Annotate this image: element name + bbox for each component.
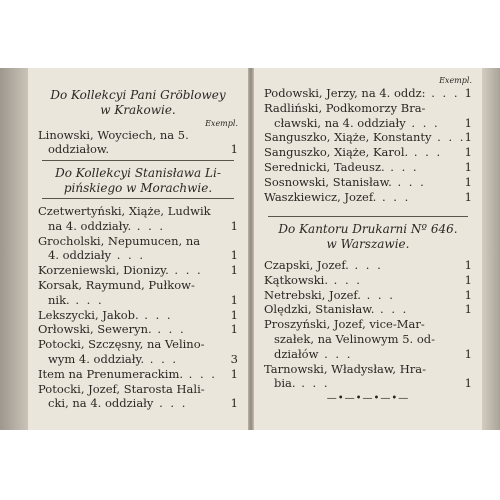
- entry-count: 1: [464, 302, 472, 317]
- leader-dots: . . .: [376, 189, 411, 204]
- entry-line: [28, 263, 248, 277]
- entry-line: Linowski, Woyciech, na 5.: [38, 128, 189, 142]
- heading-kantor-line1: Do Kantoru Drukarni Nº 646.: [278, 222, 458, 236]
- entry-line: [254, 376, 482, 390]
- entry-text: na 4. oddziały.: [48, 218, 132, 233]
- entry-count: 1: [464, 160, 472, 174]
- entry-count: 1: [464, 115, 472, 130]
- heading-lipinski-line2: pińskiego w Morachwie.: [63, 181, 213, 195]
- separator-rule: [42, 160, 234, 161]
- entry-count: 1: [464, 376, 472, 391]
- heading-grobl-line1: Do Kollekcyi Pani Gröblowey: [50, 88, 226, 102]
- leader-dots: . . .: [151, 322, 186, 337]
- entry-count: 1: [464, 272, 472, 287]
- right-page: [254, 68, 482, 430]
- entry-text: Potocki, Szczęsny, na Velino-: [38, 337, 205, 352]
- leader-dots: . . .: [183, 366, 217, 381]
- entry-line: [254, 332, 482, 346]
- leader-dots: . . .: [405, 115, 440, 130]
- entry-text: Czetwertyński, Xiąże, Ludwik: [38, 204, 211, 218]
- leader-dots: . . .: [328, 272, 362, 287]
- entry-count: 1: [230, 263, 238, 278]
- entry-line: [254, 302, 482, 316]
- entry-line: [28, 382, 248, 396]
- book-scan: [0, 68, 500, 430]
- leader-dots: . . .: [360, 287, 395, 302]
- entry-text: działów: [274, 346, 319, 361]
- left-page: [28, 68, 248, 430]
- separator-rule: [42, 198, 234, 199]
- entry-count: 1: [464, 86, 472, 100]
- entry-text: Czapski, Jozef.: [264, 258, 349, 272]
- entry-count: 1: [230, 322, 238, 337]
- entry-line: [254, 130, 482, 144]
- entry-count: 1: [230, 307, 238, 322]
- leader-dots: . . .: [131, 218, 166, 233]
- entry-count: 1: [464, 174, 472, 189]
- entry-line: [28, 396, 248, 410]
- entry-text: Orłowski, Seweryn.: [38, 322, 152, 337]
- entry-text: Korsak, Raymund, Pułkow-: [38, 278, 195, 292]
- heading-kantor-line2: w Warszawie.: [326, 237, 410, 251]
- leader-dots: . . .: [295, 376, 330, 391]
- entry-text: Grocholski, Nepumucen, na: [38, 233, 201, 248]
- entry-text: Sanguszko, Xiąże, Konstanty: [264, 130, 432, 145]
- leader-dots: . . .: [408, 145, 443, 160]
- entry-line: [254, 317, 482, 331]
- entry-text: Radliński, Podkomorzy Bra-: [264, 100, 426, 115]
- entry-line: [28, 219, 248, 233]
- entry-line: [28, 248, 248, 262]
- leader-dots: . . .: [425, 86, 460, 100]
- entry-line: [28, 293, 248, 307]
- book-edge-left: [0, 68, 28, 430]
- entry-line: [28, 337, 248, 351]
- entry-count: 1: [230, 396, 238, 411]
- leader-dots: . . .: [391, 174, 426, 189]
- entry-line: [254, 258, 482, 272]
- entry-count: 1: [230, 142, 238, 156]
- entry-text: wym 4. oddziały.: [48, 352, 145, 366]
- entry-line: [254, 86, 482, 100]
- entry-text: Netrebski, Jozef.: [264, 287, 361, 302]
- entry-line: [254, 190, 482, 204]
- entry-line: [254, 175, 482, 189]
- leader-dots: . . .: [69, 292, 104, 307]
- separator-rule: [268, 216, 468, 217]
- exempl-label: Exempl.: [439, 76, 472, 85]
- leader-dots: . . .: [431, 130, 466, 145]
- leader-dots: . . .: [168, 263, 203, 278]
- entry-line: [254, 362, 482, 376]
- leader-dots: . . .: [348, 258, 383, 272]
- entry-text: cki, na 4. oddziały: [48, 396, 154, 411]
- entry-line: [254, 116, 482, 130]
- entry-text: Sosnowski, Stanisław.: [264, 174, 392, 189]
- entry-text: Potocki, Jozef, Starosta Hali-: [38, 381, 205, 396]
- entry-text: 4. oddziały: [48, 248, 112, 263]
- entry-line: [254, 288, 482, 302]
- entry-text: Serednicki, Tadeusz.: [264, 160, 385, 174]
- entry-text: oddziałow.: [48, 142, 110, 156]
- entry-text: nik.: [48, 292, 70, 307]
- entry-text: bia.: [274, 376, 296, 391]
- entry-line: [254, 273, 482, 287]
- heading-lipinski-line1: Do Kollekcyi Stanisława Li-: [55, 166, 221, 180]
- entry-count: 1: [464, 258, 472, 272]
- entry-count: 1: [464, 130, 472, 145]
- entry-text: cławski, na 4. oddziały: [274, 115, 406, 130]
- entry-line: [28, 367, 248, 381]
- leader-dots: . . .: [144, 352, 179, 366]
- entry-text: Korzeniewski, Dionizy.: [38, 263, 169, 278]
- entry-line: [28, 204, 248, 218]
- entry-line: [254, 347, 482, 361]
- exempl-label: Exempl.: [205, 119, 238, 128]
- entry-count: 3: [230, 352, 238, 366]
- leader-dots: . . .: [384, 160, 419, 174]
- entry-line: [254, 145, 482, 159]
- entry-text: Item na Prenumerackim.: [38, 366, 184, 381]
- entry-line: [28, 322, 248, 336]
- entry-count: 1: [464, 145, 472, 160]
- leader-dots: . . .: [374, 302, 409, 317]
- entry-line: [28, 352, 248, 366]
- ornament-divider: —•—•—•—•—: [326, 393, 410, 404]
- entry-count: 1: [464, 287, 472, 302]
- entry-text: Sanguszko, Xiąże, Karol.: [264, 145, 409, 160]
- entry-count: 1: [230, 366, 238, 381]
- entry-line: [28, 234, 248, 248]
- entry-count: 1: [230, 292, 238, 307]
- entry-line: [28, 142, 248, 156]
- entry-text: szałek, na Velinowym 5. od-: [274, 332, 435, 346]
- entry-text: Waszkiewicz, Jozef.: [264, 189, 377, 204]
- leader-dots: . . .: [111, 248, 146, 263]
- entry-count: 1: [230, 218, 238, 233]
- entry-text: Proszyński, Jozef, vice-Mar-: [264, 317, 425, 332]
- entry-line: [28, 308, 248, 322]
- heading-grobl-line2: w Krakowie.: [100, 103, 176, 117]
- entry-count: 1: [464, 189, 472, 204]
- entry-line: [254, 160, 482, 174]
- entry-line: [28, 278, 248, 292]
- entry-count: 1: [464, 346, 472, 361]
- entry-text: Lekszycki, Jakob.: [38, 307, 139, 322]
- entry-text: Kątkowski.: [264, 272, 329, 287]
- entry-text: Olędzki, Stanisław.: [264, 302, 375, 317]
- entry-text: Tarnowski, Władysław, Hra-: [264, 361, 426, 376]
- leader-dots: . . .: [138, 307, 173, 322]
- leader-dots: . . .: [153, 396, 188, 411]
- entry-line: [254, 101, 482, 115]
- entry-count: 1: [230, 248, 238, 263]
- entry-text: Podowski, Jerzy, na 4. oddz:: [264, 86, 426, 100]
- leader-dots: . . .: [318, 346, 353, 361]
- book-edge-right: [482, 68, 500, 430]
